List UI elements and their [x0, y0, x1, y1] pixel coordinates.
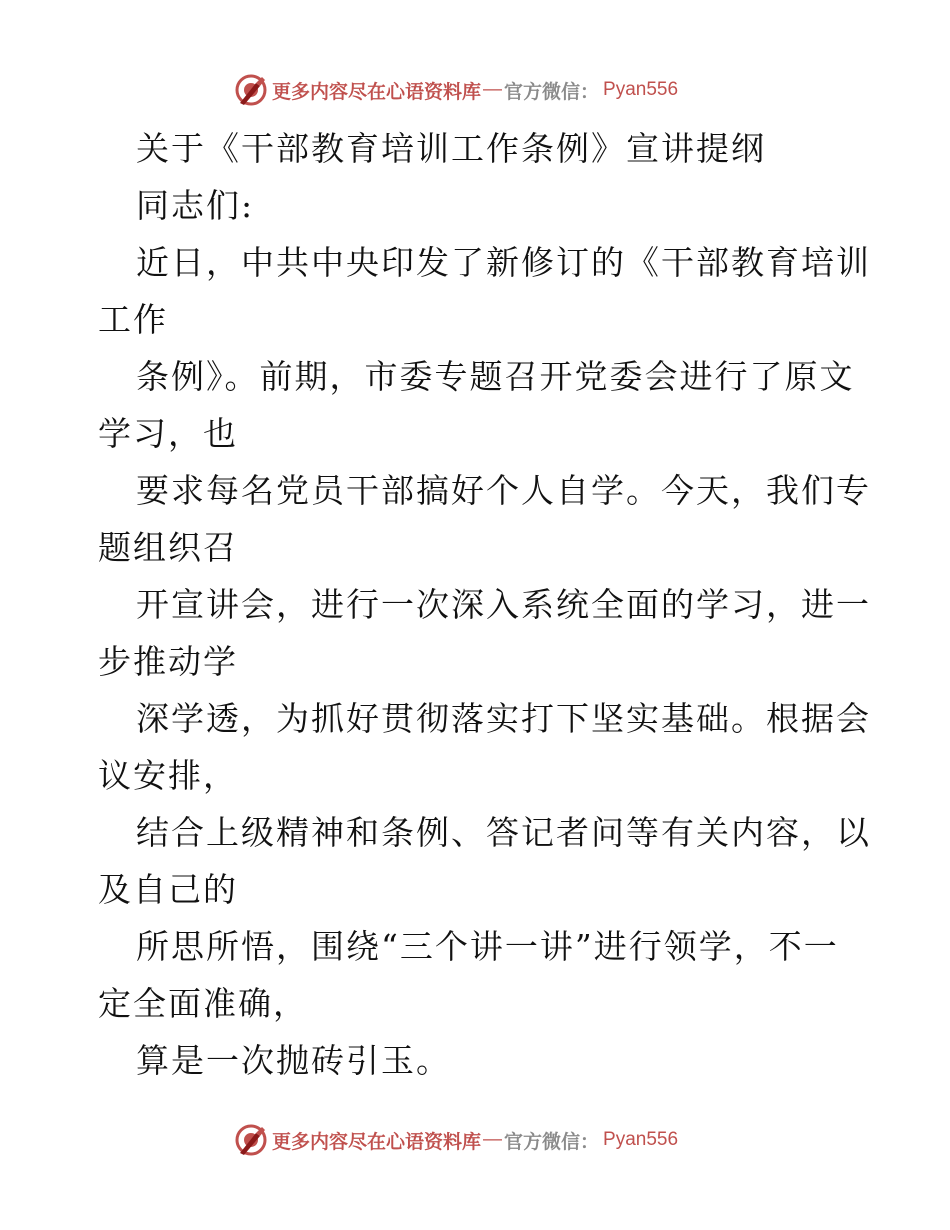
pen-logo-icon — [234, 73, 268, 107]
body-line: 结合上级精神和条例、答记者问等有关内容，以 — [136, 813, 871, 852]
banner-wechat-label: 官方微信： — [504, 1130, 600, 1153]
banner-site-text: 更多内容尽在心语资料库 — [272, 1130, 482, 1153]
body-line: 步推动学 — [98, 642, 238, 681]
body-line: 定全面准确， — [98, 984, 308, 1023]
body-line: 及自己的 — [98, 870, 238, 909]
banner-wechat-label: 官方微信： — [504, 80, 600, 103]
body-line: 工作 — [98, 300, 168, 339]
body-line: 算是一次抛砖引玉。 — [136, 1041, 451, 1080]
body-lines — [98, 234, 871, 1089]
banner-wechat-id: Pyan556 — [603, 79, 679, 100]
body-line: 议安排， — [98, 756, 238, 795]
body-line: 开宣讲会，进行一次深入系统全面的学习，进一 — [136, 585, 871, 624]
pen-logo-icon — [234, 1123, 268, 1157]
banner-site-text: 更多内容尽在心语资料库 — [272, 80, 482, 103]
body-line: 要求每名党员干部搞好个人自学。今天，我们专 — [136, 471, 871, 510]
bottom-banner — [234, 1120, 714, 1160]
body-line: 所思所悟，围绕“三个讲一讲”进行领学，不一 — [136, 927, 839, 966]
document-title: 关于《干部教育培训工作条例》宣讲提纲 — [136, 129, 766, 168]
body-line: 条例》。前期，市委专题召开党委会进行了原文 — [136, 357, 855, 396]
body-line: 题组织召 — [98, 528, 238, 567]
salutation: 同志们: — [136, 186, 255, 225]
top-banner — [234, 70, 714, 110]
document-body — [98, 120, 871, 1089]
body-line: 深学透，为抓好贯彻落实打下坚实基础。根据会 — [136, 699, 871, 738]
banner-wechat-id: Pyan556 — [603, 1129, 679, 1150]
banner-dash: — — [483, 79, 503, 100]
body-line: 学习，也 — [98, 414, 238, 453]
banner-dash: — — [483, 1129, 503, 1150]
body-line: 近日，中共中央印发了新修订的《干部教育培训 — [136, 243, 871, 282]
